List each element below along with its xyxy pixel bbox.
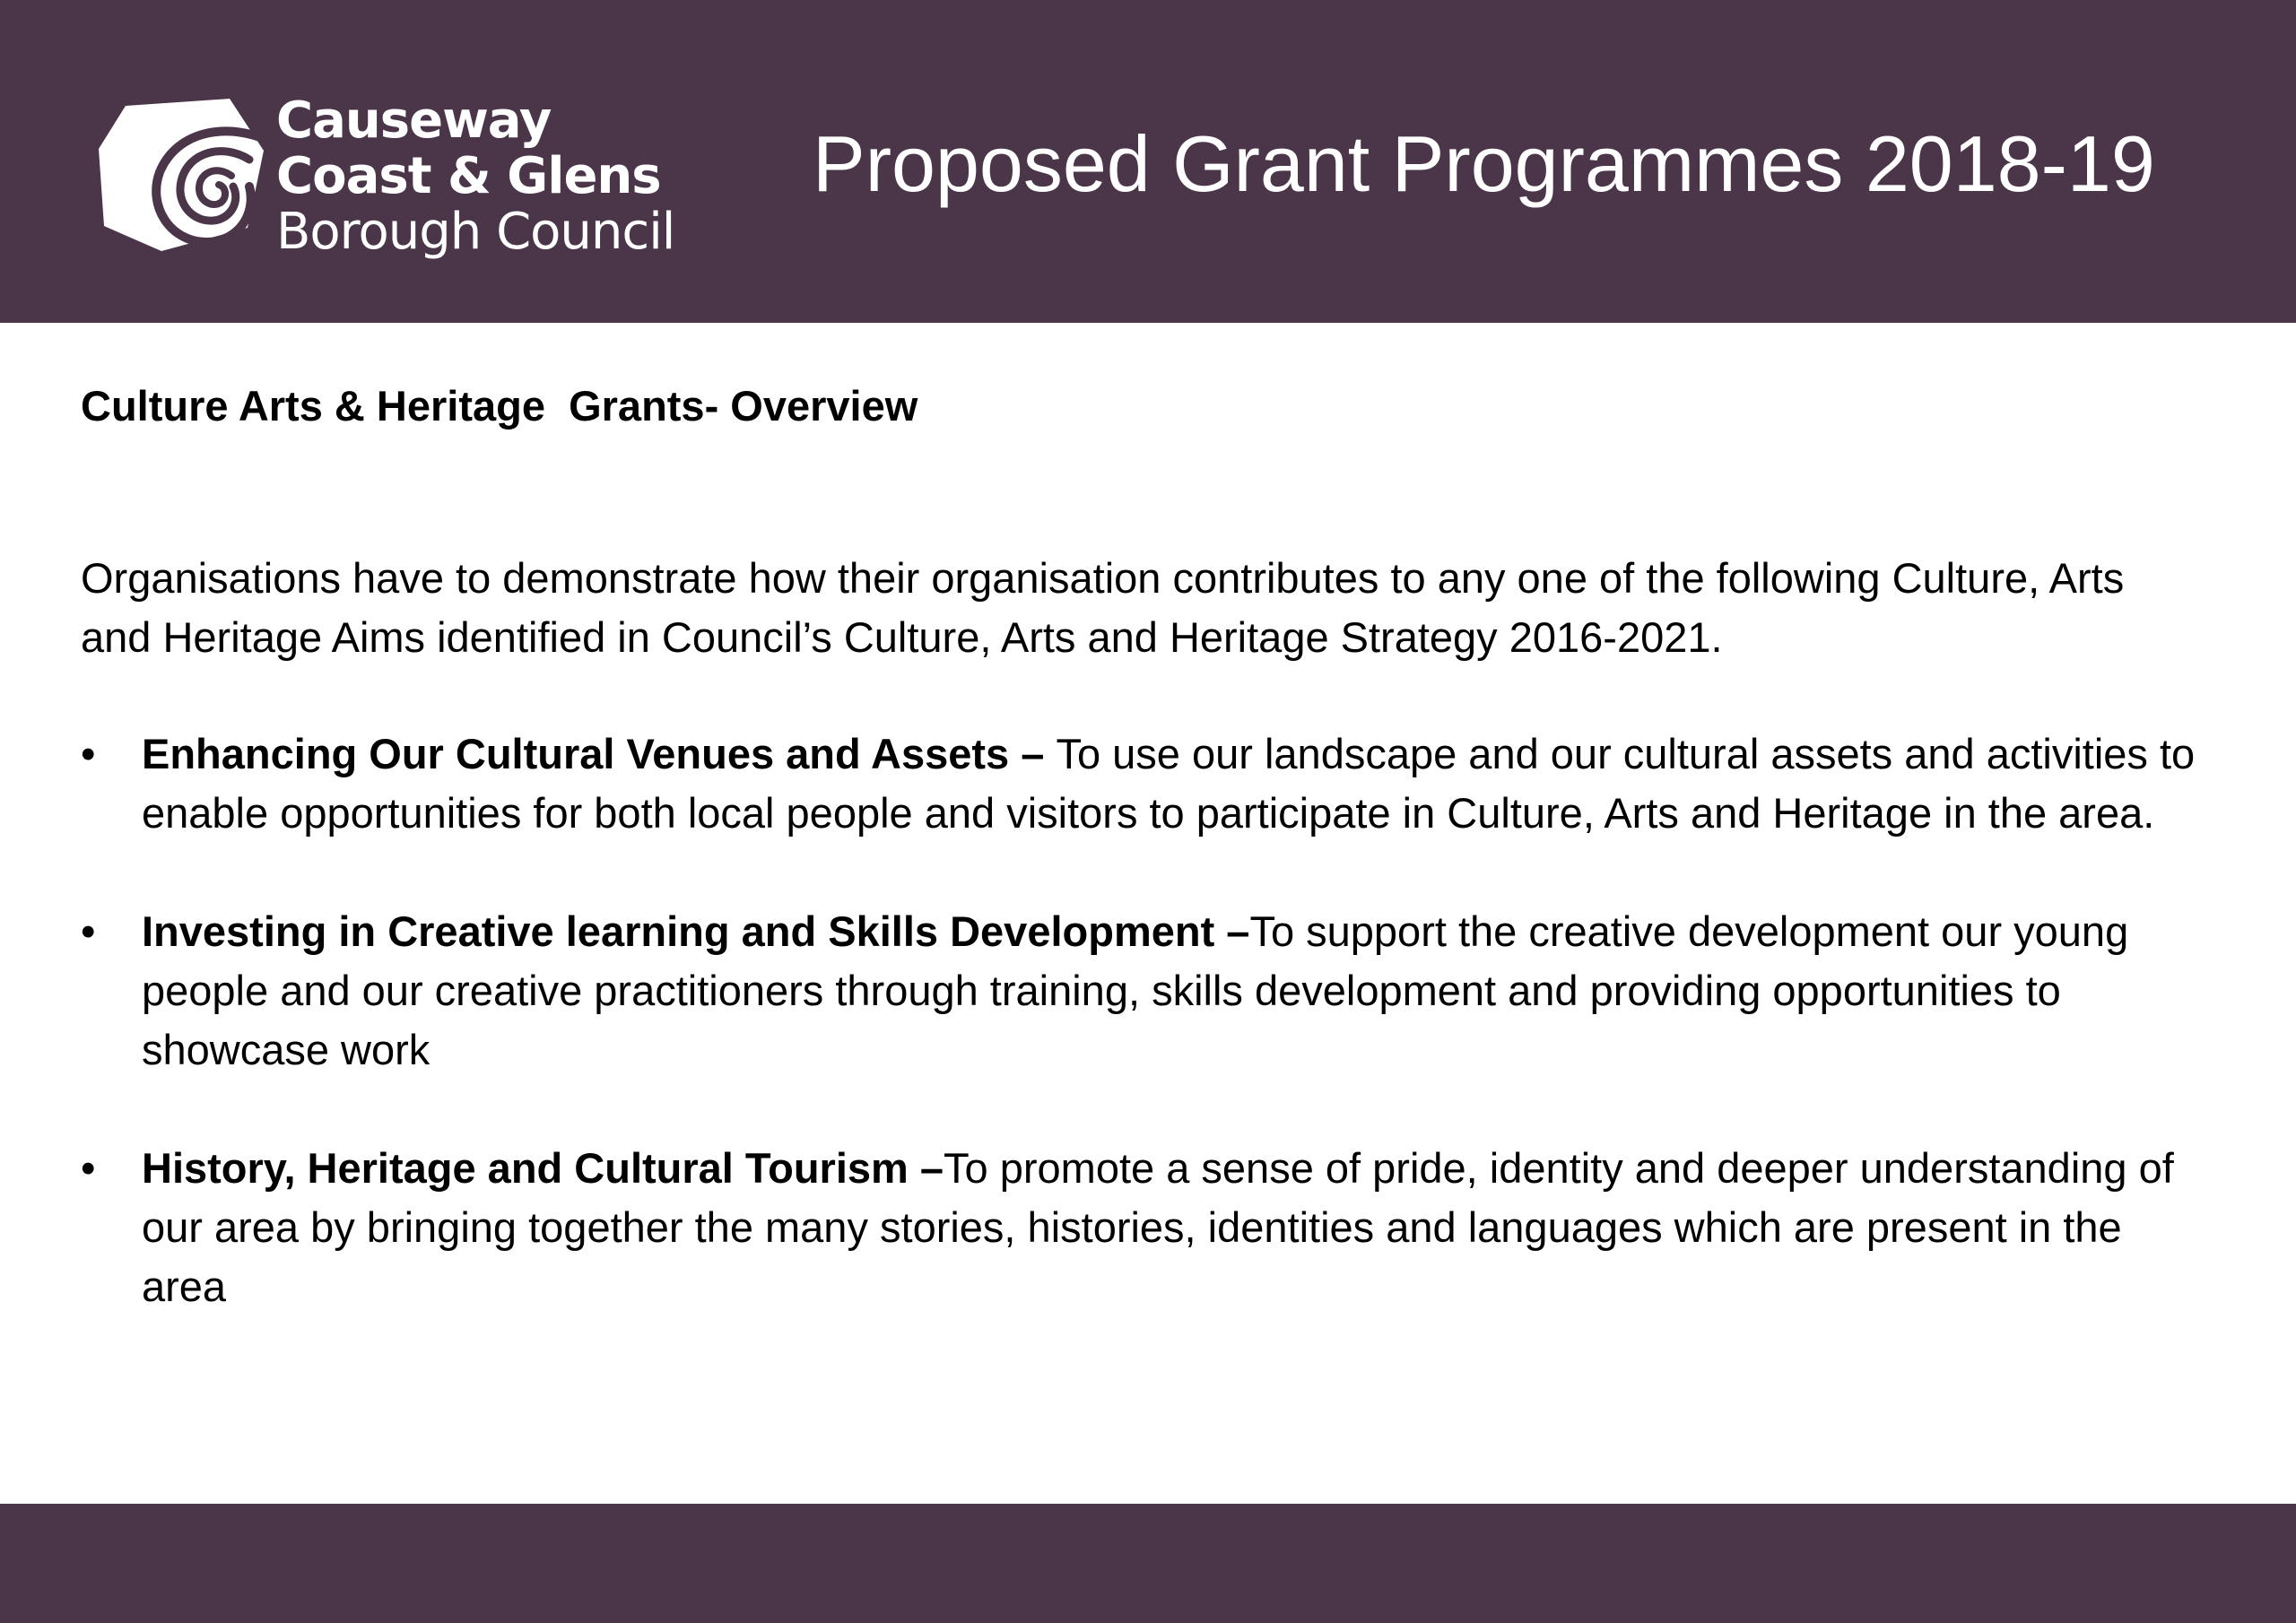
aim-heading: Enhancing Our Cultural Venues and Assets – [142,730,1057,777]
logo-wordmark [276,93,674,260]
aim-heading: History, Heritage and Cultural Tourism – [142,1144,944,1192]
aim-heading: Investing in Creative learning and Skills Development – [142,907,1250,955]
council-logo [95,91,675,273]
bullet-icon: • [81,1144,96,1192]
page-title: Proposed Grant Programmes 2018-19 [813,119,2155,208]
logo-line-3: Borough Council [276,203,675,261]
bullet-icon: • [81,730,96,777]
spiral-logo-icon [95,93,265,255]
aims-list [81,725,2197,1316]
section-title: Culture Arts & Heritage Grants- Overview [81,382,918,430]
bullet-icon: • [81,907,96,955]
logo-line-2: Coast & Glens [276,147,661,205]
list-item [81,1139,2197,1316]
footer-banner [0,1504,2296,1623]
aim-text: To support the creative development our young people and our creative practitioners through training, skills development and providing opportunities to showcase work [142,907,2129,1073]
list-item [81,725,2197,843]
intro-paragraph: Organisations have to demonstrate how their organisation contributes to any one of the following Culture, Arts and Heritage Aims identified in Council’s Culture, Arts and Heritage Strategy 2016-2021. [81,554,2125,661]
aim-text: To promote a sense of pride, identity and deeper understanding of our area by bringing together the many stories, histories, identities and languages which are present in the area [142,1144,2174,1310]
main-content [81,377,2197,1376]
logo-line-1: Causeway [276,91,552,150]
header-banner [0,0,2296,323]
list-item [81,902,2197,1080]
aim-text: To use our landscape and our cultural assets and activities to enable opportunities for both local people and visitors to participate in Culture, Arts and Heritage in the area. [142,730,2196,837]
